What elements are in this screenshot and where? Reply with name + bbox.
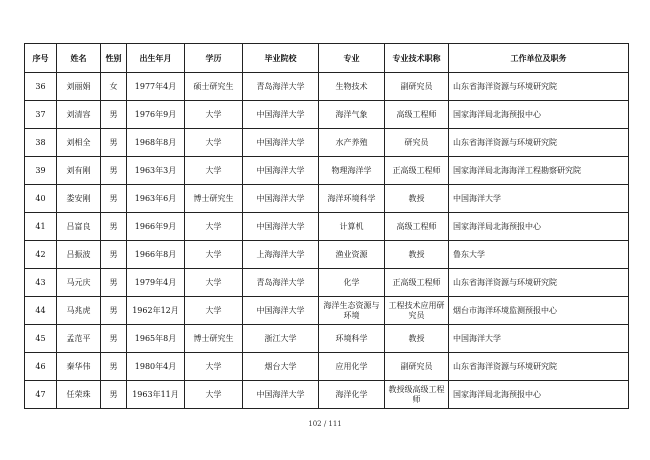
cell-index: 47 [25,381,57,409]
cell-employer: 山东省海洋资源与环境研究院 [449,269,629,297]
cell-education: 大学 [185,353,243,381]
cell-birth: 1965年8月 [127,325,185,353]
cell-index: 41 [25,213,57,241]
cell-major: 海洋化学 [319,381,385,409]
cell-name: 刘相全 [57,129,101,157]
cell-education: 大学 [185,297,243,325]
cell-employer: 国家海洋局北海预报中心 [449,213,629,241]
cell-index: 37 [25,101,57,129]
table-row [25,101,629,129]
cell-name: 刘清容 [57,101,101,129]
cell-title: 教授级高级工程师 [385,381,449,409]
cell-education: 大学 [185,269,243,297]
cell-education: 博士研究生 [185,325,243,353]
cell-gender: 男 [101,101,127,129]
cell-major: 化学 [319,269,385,297]
personnel-table [24,43,629,409]
cell-school: 中国海洋大学 [243,297,319,325]
cell-birth: 1963年3月 [127,157,185,185]
cell-gender: 男 [101,381,127,409]
cell-school: 中国海洋大学 [243,185,319,213]
cell-gender: 女 [101,73,127,101]
cell-education: 大学 [185,129,243,157]
cell-major: 物理海洋学 [319,157,385,185]
cell-birth: 1968年8月 [127,129,185,157]
cell-school: 浙江大学 [243,325,319,353]
table-row [25,381,629,409]
cell-school: 青岛海洋大学 [243,269,319,297]
cell-title: 教授 [385,185,449,213]
cell-employer: 山东省海洋资源与环境研究院 [449,129,629,157]
table-row [25,185,629,213]
cell-gender: 男 [101,157,127,185]
cell-school: 上海海洋大学 [243,241,319,269]
cell-employer: 烟台市海洋环境监测预报中心 [449,297,629,325]
cell-title: 副研究员 [385,353,449,381]
cell-birth: 1963年11月 [127,381,185,409]
cell-index: 46 [25,353,57,381]
cell-education: 大学 [185,241,243,269]
cell-gender: 男 [101,185,127,213]
table-row [25,129,629,157]
table-body [25,73,629,409]
cell-major: 水产养殖 [319,129,385,157]
header-education: 学历 [185,44,243,73]
cell-index: 45 [25,325,57,353]
table-row [25,353,629,381]
cell-name: 吕富良 [57,213,101,241]
cell-employer: 山东省海洋资源与环境研究院 [449,73,629,101]
personnel-table-container [24,43,629,409]
cell-school: 中国海洋大学 [243,381,319,409]
cell-name: 孟范平 [57,325,101,353]
cell-school: 中国海洋大学 [243,101,319,129]
cell-birth: 1966年8月 [127,241,185,269]
cell-school: 烟台大学 [243,353,319,381]
table-row [25,297,629,325]
table-row [25,269,629,297]
table-header-row [25,44,629,73]
cell-gender: 男 [101,269,127,297]
table-row [25,73,629,101]
cell-title: 教授 [385,241,449,269]
cell-employer: 中国海洋大学 [449,185,629,213]
cell-major: 环境科学 [319,325,385,353]
cell-education: 大学 [185,101,243,129]
cell-school: 中国海洋大学 [243,213,319,241]
cell-major: 生物技术 [319,73,385,101]
cell-major: 海洋环境科学 [319,185,385,213]
cell-employer: 中国海洋大学 [449,325,629,353]
cell-gender: 男 [101,213,127,241]
cell-education: 硕士研究生 [185,73,243,101]
cell-employer: 山东省海洋资源与环境研究院 [449,353,629,381]
cell-name: 秦华伟 [57,353,101,381]
cell-name: 马元庆 [57,269,101,297]
cell-title: 副研究员 [385,73,449,101]
header-major: 专业 [319,44,385,73]
cell-major: 计算机 [319,213,385,241]
cell-index: 38 [25,129,57,157]
cell-name: 刘有刚 [57,157,101,185]
cell-birth: 1966年9月 [127,213,185,241]
cell-name: 马兆虎 [57,297,101,325]
header-name: 姓名 [57,44,101,73]
page-number: 102 / 111 [308,420,342,428]
cell-title: 高级工程师 [385,101,449,129]
cell-school: 中国海洋大学 [243,157,319,185]
header-school: 毕业院校 [243,44,319,73]
cell-gender: 男 [101,297,127,325]
header-birth: 出生年月 [127,44,185,73]
cell-title: 教授 [385,325,449,353]
cell-index: 39 [25,157,57,185]
cell-education: 大学 [185,157,243,185]
cell-employer: 国家海洋局北海海洋工程勘察研究院 [449,157,629,185]
table-row [25,213,629,241]
cell-title: 研究员 [385,129,449,157]
cell-education: 博士研究生 [185,185,243,213]
cell-birth: 1976年9月 [127,101,185,129]
cell-gender: 男 [101,129,127,157]
cell-gender: 男 [101,241,127,269]
cell-gender: 男 [101,353,127,381]
table-row [25,157,629,185]
cell-name: 刘丽娟 [57,73,101,101]
table-row [25,241,629,269]
cell-birth: 1980年4月 [127,353,185,381]
cell-index: 43 [25,269,57,297]
header-title: 专业技术职称 [385,44,449,73]
header-index: 序号 [25,44,57,73]
cell-index: 36 [25,73,57,101]
header-employer: 工作单位及职务 [449,44,629,73]
cell-name: 任荣珠 [57,381,101,409]
cell-birth: 1963年6月 [127,185,185,213]
table-row [25,325,629,353]
cell-title: 高级工程师 [385,213,449,241]
cell-birth: 1962年12月 [127,297,185,325]
cell-title: 正高级工程师 [385,269,449,297]
cell-major: 海洋气象 [319,101,385,129]
cell-gender: 男 [101,325,127,353]
header-gender: 性别 [101,44,127,73]
cell-birth: 1977年4月 [127,73,185,101]
cell-birth: 1979年4月 [127,269,185,297]
cell-index: 44 [25,297,57,325]
cell-title: 正高级工程师 [385,157,449,185]
cell-education: 大学 [185,213,243,241]
cell-employer: 国家海洋局北海预报中心 [449,381,629,409]
cell-name: 娄安刚 [57,185,101,213]
cell-major: 海洋生态资源与环境 [319,297,385,325]
cell-school: 青岛海洋大学 [243,73,319,101]
cell-index: 40 [25,185,57,213]
cell-index: 42 [25,241,57,269]
cell-employer: 鲁东大学 [449,241,629,269]
cell-school: 中国海洋大学 [243,129,319,157]
cell-education: 大学 [185,381,243,409]
cell-major: 应用化学 [319,353,385,381]
cell-major: 渔业资源 [319,241,385,269]
cell-name: 吕振波 [57,241,101,269]
cell-employer: 国家海洋局北海预报中心 [449,101,629,129]
cell-title: 工程技术应用研究员 [385,297,449,325]
